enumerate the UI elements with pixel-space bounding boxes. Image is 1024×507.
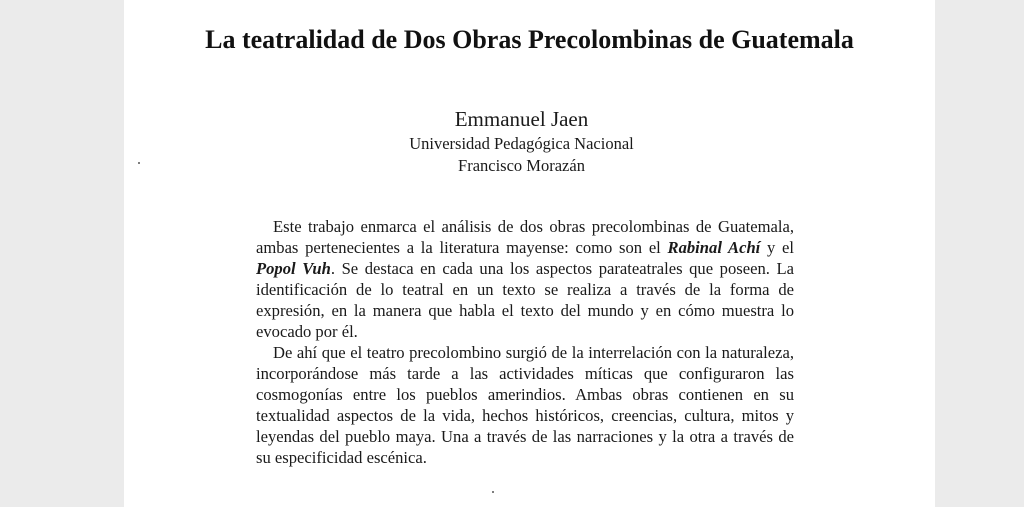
affiliation-line-2: Francisco Morazán bbox=[458, 156, 585, 175]
abstract-paragraph-2: De ahí que el teatro precolombino surgió de la interrelación con la naturaleza, incorporándose más tarde a las actividades míticas que configuraron las cosmogonías entre los pueblos amerindios. Ambas obras contienen en su textualidad aspectos de la vida, hechos históricos, creencias, cultura, mitos y leyendas del pueblo maya. Una a través de las narraciones y la otra a través de su especificidad escénica. bbox=[256, 343, 794, 467]
scanned-page bbox=[124, 0, 935, 507]
scan-speck bbox=[492, 491, 494, 493]
abstract-p1-part-b: y el bbox=[760, 238, 794, 257]
paper-title: La teatralidad de Dos Obras Precolombinas de Guatemala bbox=[205, 25, 854, 54]
abstract-body bbox=[256, 216, 794, 468]
work-title-popol-vuh: Popol Vuh bbox=[256, 259, 331, 278]
abstract-p1-part-a: Este trabajo enmarca el análisis de dos obras precolombinas de Guatemala, ambas pertenecientes a la literatura mayense: como son el bbox=[256, 217, 794, 257]
abstract-paragraph-1 bbox=[256, 216, 794, 342]
affiliation-line-1: Universidad Pedagógica Nacional bbox=[409, 134, 634, 153]
work-title-rabinal-achi: Rabinal Achí bbox=[667, 238, 761, 257]
author-name: Emmanuel Jaen bbox=[454, 107, 589, 131]
scan-speck bbox=[138, 162, 140, 164]
abstract-p1-part-c: . Se destaca en cada una los aspectos parateatrales que poseen. La identificación de lo teatral en un texto se realiza a través de la forma de expresión, en la manera que habla el texto del mundo y en cómo muestra lo evocado por él. bbox=[256, 259, 794, 341]
